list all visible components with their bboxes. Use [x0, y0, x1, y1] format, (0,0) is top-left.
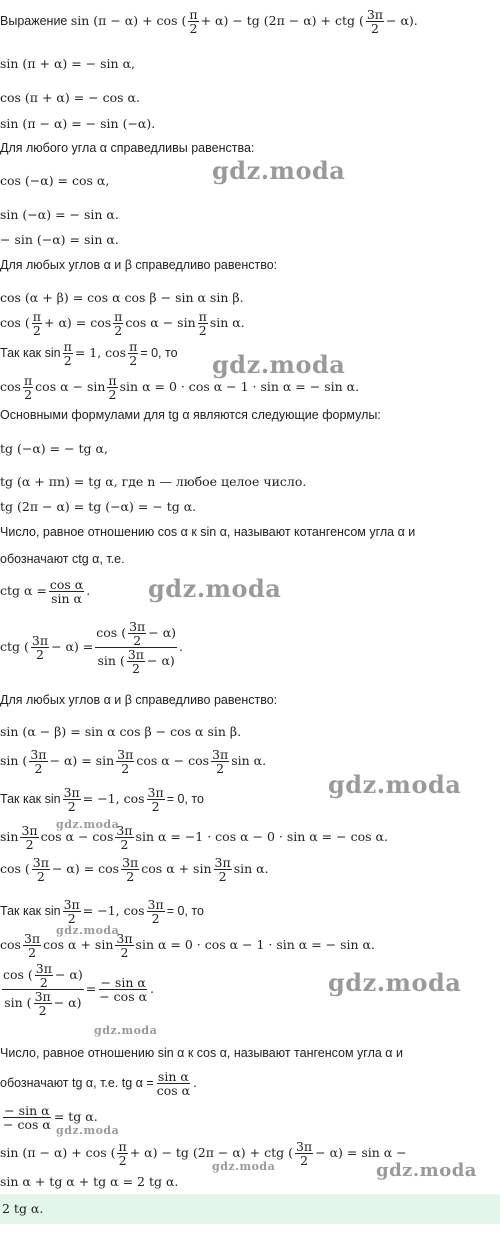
watermark: gdz.moda [328, 770, 462, 799]
formula-line: − sin (−α) = sin α. [0, 232, 119, 247]
formula-line: sin (π − α) + cos ( $\frac{\pi}{2}$ + α) − tg (2π − α) + ctg ( $\frac{3\pi}{2}$ − α) = sin α − [0, 1139, 407, 1168]
text-line: Так как sin $\frac{3\pi}{2}$ = −1, cos $\frac{3\pi}{2}$ = 0, то [0, 785, 204, 814]
formula-line: ctg α = $\frac{\text{cos α}}{\text{sin α}}$ . [0, 577, 91, 606]
formula-line: cos ( $\frac{3\pi}{2}$ − α) = cos $\frac{3\pi}{2}$ cos α + sin $\frac{3\pi}{2}$ sin α. [0, 855, 269, 884]
formula-line: sin $\frac{3\pi}{2}$ cos α − cos $\frac{3\pi}{2}$ sin α = −1 · cos α − 0 · sin α = − cos α. [0, 823, 388, 852]
watermark: gdz.moda [212, 156, 346, 185]
text-line: Так как sin $\frac{\pi}{2}$ = 1, cos $\frac{\pi}{2}$ = 0, то [0, 339, 178, 368]
watermark: gdz.moda [212, 350, 346, 379]
watermark: gdz.moda [56, 924, 120, 937]
formula-line: sin (π − α) = − sin (−α). [0, 116, 156, 131]
watermark: gdz.moda [94, 1024, 158, 1037]
text-line: Для любого угла α справедливы равенства: [0, 141, 255, 155]
text-line: Для любых углов α и β справедливо равенство: [0, 258, 278, 272]
formula-line: $\frac{\text{− sin α}}{\text{− cos α}}$ = tg α. [3, 1103, 98, 1132]
watermark: gdz.moda [328, 968, 462, 997]
formula-line: tg (α + πn) = tg α, где n — любое целое число. [0, 474, 307, 489]
formula-line: tg (2π − α) = tg (−α) = − tg α. [0, 499, 197, 514]
formula-line: sin (−α) = − sin α. [0, 207, 119, 222]
text-line: обозначают ctg α, т.е. [0, 552, 125, 566]
watermark: gdz.moda [56, 1124, 120, 1137]
formula-line: cos $\frac{3\pi}{2}$ cos α + sin $\frac{3\pi}{2}$ sin α = 0 · cos α − 1 · sin α = − sin α. [0, 931, 375, 960]
task-expression: Выражение sin (π − α) + cos ( $\frac{\pi}{2}$ + α) − tg (2π − α) + ctg ( $\frac{3\pi}{2}$ − α). [0, 7, 418, 36]
text-line: обозначают tg α, т.е. tg α = $\frac{\text{sin α}}{\text{cos α}}$ . [0, 1069, 198, 1098]
formula-line: cos (π + α) = − cos α. [0, 90, 140, 105]
text-line: Число, равное отношению cos α к sin α, называют котангенсом угла α и [0, 525, 416, 539]
formula-line: ctg ( $\frac{3\pi}{2}$ − α) = cos ( $\frac{3\pi}{2}$ − α) sin ( $\frac{3\pi}{2}$ − α) . [0, 619, 183, 676]
formula-line: cos (−α) = cos α, [0, 173, 110, 188]
watermark: gdz.moda [56, 818, 120, 831]
formula-line: tg (−α) = − tg α, [0, 441, 108, 456]
answer-text: 2 tg α. [2, 1201, 44, 1216]
formula-line: sin α + tg α + tg α = 2 tg α. [0, 1174, 179, 1189]
formula-line: cos ( $\frac{3\pi}{2}$ − α) sin ( $\frac{3\pi}{2}$ − α) = $\frac{\text{− sin α}}{\text{− cos α}}$ . [3, 961, 155, 1018]
watermark: gdz.moda [376, 1160, 477, 1181]
formula-line: sin ( $\frac{3\pi}{2}$ − α) = sin $\frac{3\pi}{2}$ cos α − cos $\frac{3\pi}{2}$ sin α. [0, 747, 267, 776]
text-line: Основными формулами для tg α являются следующие формулы: [0, 408, 381, 422]
text-line: Так как sin $\frac{3\pi}{2}$ = −1, cos $\frac{3\pi}{2}$ = 0, то [0, 897, 204, 926]
formula-line: cos (α + β) = cos α cos β − sin α sin β. [0, 290, 244, 305]
watermark: gdz.moda [148, 574, 282, 603]
watermark: gdz.moda [212, 1160, 276, 1173]
text-line: Для любых углов α и β справедливо равенство: [0, 693, 278, 707]
answer-box [0, 1194, 500, 1224]
formula-line: cos ( $\frac{\pi}{2}$ + α) = cos $\frac{\pi}{2}$ cos α − sin $\frac{\pi}{2}$ sin α. [0, 309, 245, 338]
formula-line: sin (α − β) = sin α cos β − cos α sin β. [0, 724, 242, 739]
text-line: Число, равное отношению sin α к cos α, называют тангенсом угла α и [0, 1046, 403, 1060]
formula-line: sin (π + α) = − sin α, [0, 56, 135, 71]
formula-line: cos $\frac{\pi}{2}$ cos α − sin $\frac{\pi}{2}$ sin α = 0 · cos α − 1 · sin α = − sin α. [0, 373, 360, 402]
